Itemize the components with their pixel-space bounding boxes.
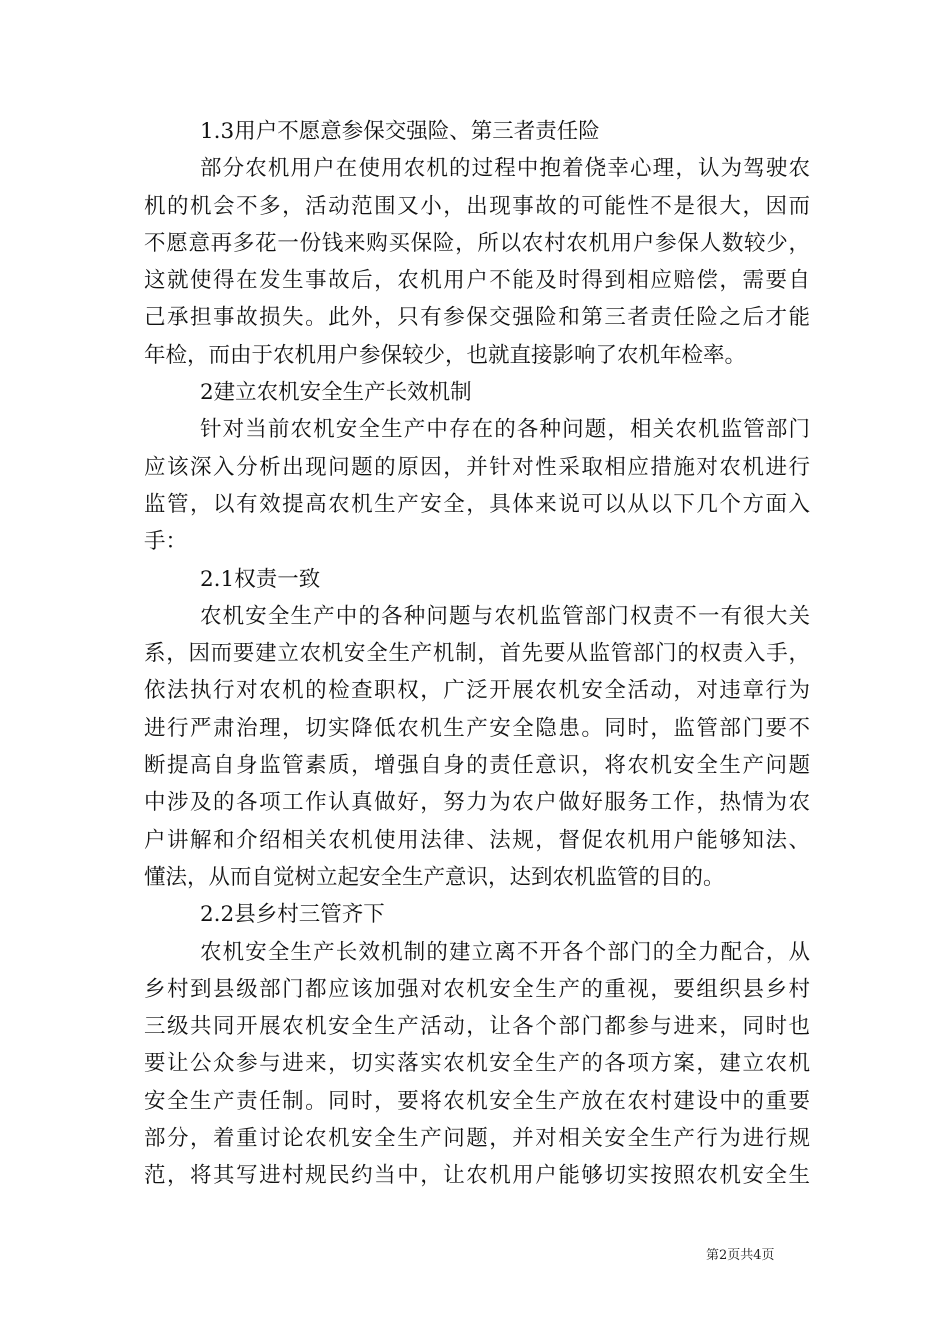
text-line: 年检，而由于农机用户参保较少，也就直接影响了农机年检率。	[144, 342, 747, 368]
text-line: 这就使得在发生事故后，农机用户不能及时得到相应赔偿，需要自	[144, 268, 810, 294]
text-line: 要让公众参与进来，切实落实农机安全生产的各项方案，建立农机	[144, 1051, 810, 1077]
text-line: 农机安全生产中的各种问题与农机监管部门权责不一有很大关	[200, 603, 810, 629]
text-line: 安全生产责任制。同时，要将农机安全生产放在农村建设中的重要	[144, 1088, 810, 1114]
text-line: 2建立农机安全生产长效机制	[200, 380, 472, 406]
text-line: 中涉及的各项工作认真做好，努力为农户做好服务工作，热情为农	[144, 790, 810, 816]
text-line: 乡村到县级部门都应该加强对农机安全生产的重视，要组织县乡村	[144, 976, 810, 1002]
text-line: 进行严肃治理，切实降低农机生产安全隐患。同时，监管部门要不	[144, 715, 810, 741]
text-line: 2.2县乡村三管齐下	[200, 902, 385, 928]
text-line: 范，将其写进村规民约当中，让农机用户能够切实按照农机安全生	[144, 1163, 810, 1189]
text-line: 监管，以有效提高农机生产安全，具体来说可以从以下几个方面入	[144, 491, 810, 517]
text-line: 系，因而要建立农机安全生产机制，首先要从监管部门的权责入手，	[144, 641, 810, 667]
text-line: 不愿意再多花一份钱来购买保险，所以农村农机用户参保人数较少，	[144, 230, 810, 256]
text-line: 断提高自身监管素质，增强自身的责任意识，将农机安全生产问题	[144, 753, 810, 779]
text-line: 应该深入分析出现问题的原因，并针对性采取相应措施对农机进行	[144, 454, 810, 480]
text-line: 1.3用户不愿意参保交强险、第三者责任险	[200, 119, 600, 144]
document-body	[144, 113, 810, 1195]
text-line: 机的机会不多，活动范围又小，出现事故的可能性不是很大，因而	[144, 193, 810, 219]
text-line: 手：	[144, 529, 188, 555]
text-line: 己承担事故损失。此外，只有参保交强险和第三者责任险之后才能	[144, 305, 810, 331]
text-line: 2.1权责一致	[200, 566, 321, 592]
text-line: 户讲解和介绍相关农机使用法律、法规，督促农机用户能够知法、	[144, 827, 810, 853]
text-line: 针对当前农机安全生产中存在的各种问题，相关农机监管部门	[200, 417, 810, 443]
text-line: 三级共同开展农机安全生产活动，让各个部门都参与进来，同时也	[144, 1014, 810, 1040]
text-line: 部分，着重讨论农机安全生产问题，并对相关安全生产行为进行规	[144, 1126, 810, 1152]
text-line: 部分农机用户在使用农机的过程中抱着侥幸心理，认为驾驶农	[200, 156, 810, 182]
text-line: 农机安全生产长效机制的建立离不开各个部门的全力配合，从	[200, 939, 810, 965]
page-number-footer: 第2页共4页	[706, 1248, 775, 1263]
text-line: 依法执行对农机的检查职权，广泛开展农机安全活动，对违章行为	[144, 678, 810, 704]
text-line: 懂法，从而自觉树立起安全生产意识，达到农机监管的目的。	[144, 864, 725, 890]
